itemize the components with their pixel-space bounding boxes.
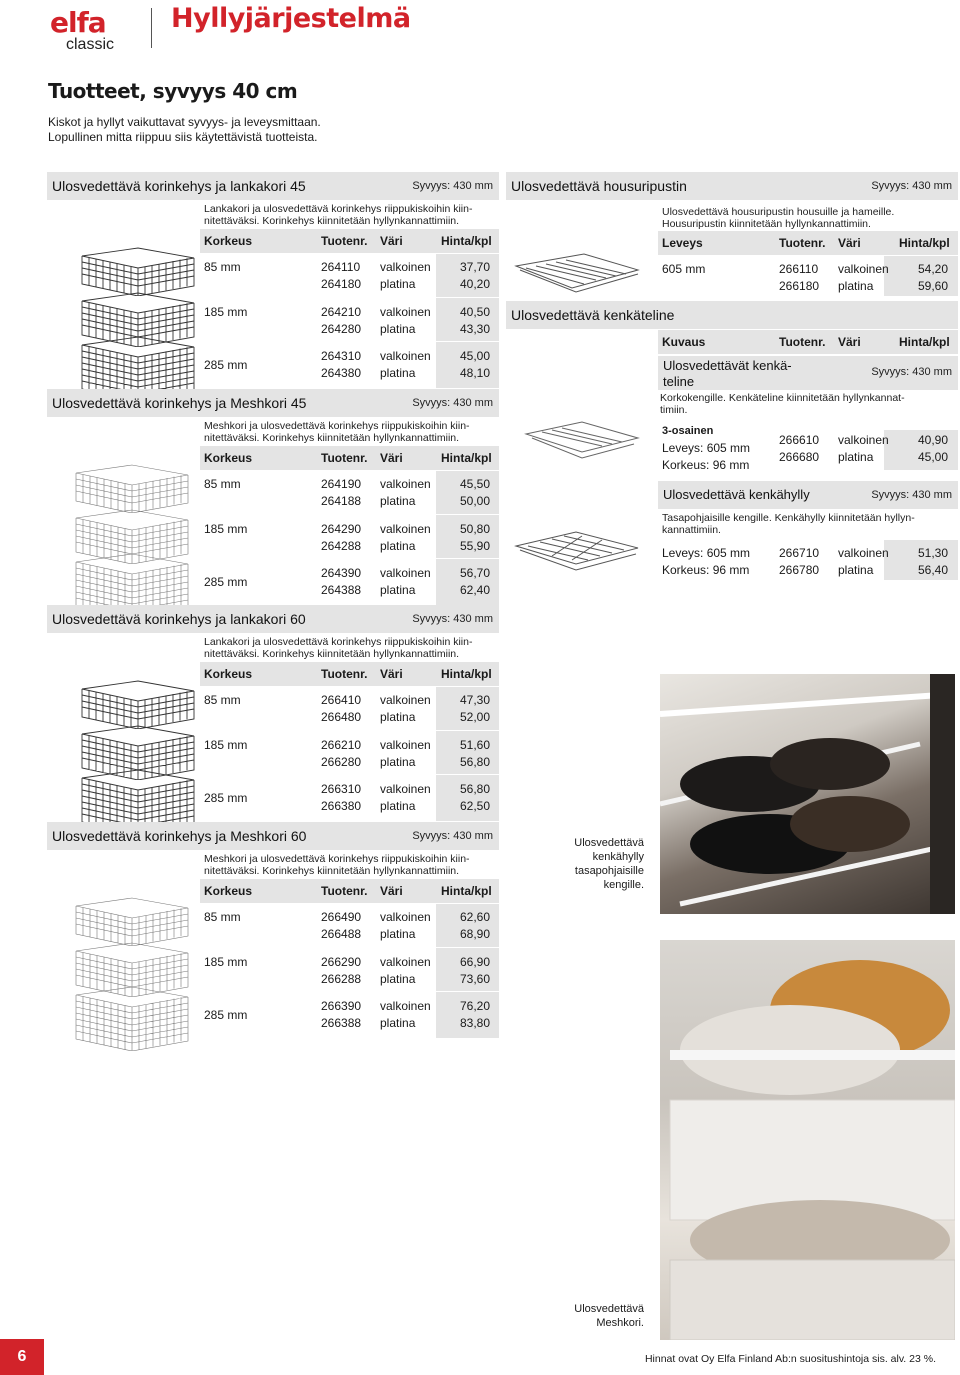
price-cell: 45,50	[459, 477, 490, 491]
col-code: Tuotenr.	[321, 667, 368, 681]
caption-line: kengille.	[603, 879, 644, 891]
section-depth: Syvyys: 430 mm	[871, 366, 952, 378]
color-cell: platina	[380, 927, 416, 941]
color-cell: platina	[380, 322, 416, 336]
subtitle-line: Ulosvedettävät kenkä-	[663, 358, 792, 373]
col-code: Tuotenr.	[779, 236, 826, 250]
row-separator	[436, 297, 499, 298]
color-cell: valkoinen	[380, 477, 431, 491]
desc-line: Lankakori ja ulosvedettävä korinkehys riippukiskoihin kiin-	[204, 636, 473, 648]
code-cell: 264280	[321, 322, 362, 336]
code-cell: 266380	[321, 799, 362, 813]
height-cell: 285 mm	[204, 1008, 248, 1022]
table-header	[658, 231, 958, 255]
height-cell: 85 mm	[204, 910, 241, 924]
code-cell: 266288	[321, 972, 362, 986]
code-cell: 264190	[321, 477, 362, 491]
row-separator	[436, 947, 499, 948]
section-title: Ulosvedettävä korinkehys ja lankakori 60	[52, 611, 306, 627]
desc-line: Meshkori ja ulosvedettävä korinkehys riippukiskoihin kiin-	[204, 420, 470, 432]
code-cell: 264390	[321, 566, 362, 580]
price-cell: 68,90	[459, 927, 490, 941]
caption-line: Ulosvedettävä	[574, 1303, 644, 1315]
col-color: Väri	[838, 335, 861, 349]
color-cell: valkoinen	[380, 910, 431, 924]
col-price: Hinta/kpl	[899, 236, 950, 250]
price-cell: 73,60	[459, 972, 490, 986]
price-cell: 43,30	[459, 322, 490, 336]
photo-shapes	[660, 674, 955, 914]
color-cell: platina	[838, 563, 874, 577]
code-cell: 266410	[321, 693, 362, 707]
code-cell: 266388	[321, 1016, 362, 1030]
price-cell: 76,20	[459, 999, 490, 1013]
section-description	[204, 636, 472, 660]
code-cell: 264380	[321, 366, 362, 380]
height-cell: 285 mm	[204, 358, 248, 372]
price-cell: 54,20	[917, 262, 948, 276]
row-separator	[436, 991, 499, 992]
color-cell: platina	[838, 279, 874, 293]
height-cell: 185 mm	[204, 522, 248, 536]
desc-line: nitettäväksi. Korinkehys kiinnitetään hyllynkannattimiin.	[204, 648, 460, 660]
section-title: Ulosvedettävä kenkäteline	[511, 307, 675, 323]
price-cell: 45,00	[459, 349, 490, 363]
color-cell: platina	[380, 799, 416, 813]
desc-line: Lankakori ja ulosvedettävä korinkehys riippukiskoihin kiin-	[204, 203, 473, 215]
section-bar	[506, 172, 958, 200]
section-bar	[47, 389, 499, 417]
height-cell: 85 mm	[204, 477, 241, 491]
wire-basket-image	[78, 679, 198, 729]
code-cell: 264180	[321, 277, 362, 291]
section-depth: Syvyys: 430 mm	[412, 613, 493, 625]
col-desc: Kuvaus	[662, 335, 706, 349]
code-cell: 266390	[321, 999, 362, 1013]
table-header	[200, 879, 499, 903]
meshkori-image	[72, 463, 192, 513]
section-bar	[47, 172, 499, 200]
section-description	[662, 512, 915, 536]
color-cell: valkoinen	[838, 262, 889, 276]
code-cell: 266290	[321, 955, 362, 969]
color-cell: valkoinen	[380, 999, 431, 1013]
section-title: Ulosvedettävä housuripustin	[511, 178, 687, 194]
photo-shapes	[660, 940, 955, 1340]
section-description	[204, 203, 472, 227]
meshkori-image	[72, 985, 192, 1051]
shoe-shelf-photo	[660, 674, 955, 914]
color-cell: platina	[380, 277, 416, 291]
price-cell: 48,10	[459, 366, 490, 380]
section-description	[662, 206, 894, 230]
intro-line: Kiskot ja hyllyt vaikuttavat syvyys- ja leveysmittaan.	[48, 115, 321, 129]
height-cell: 85 mm	[204, 693, 241, 707]
spec-title: 3-osainen	[662, 425, 714, 437]
price-note: Hinnat ovat Oy Elfa Finland Ab:n suositushintoja sis. alv. 23 %.	[644, 1353, 936, 1365]
desc-line: timiin.	[660, 404, 688, 416]
color-cell: platina	[380, 710, 416, 724]
section-bar	[658, 481, 958, 509]
desc-line: Ulosvedettävä housuripustin housuille ja hameille.	[662, 206, 895, 218]
row-separator	[436, 730, 499, 731]
desc-line: nitettäväksi. Korinkehys kiinnitetään hyllynkannattimiin.	[204, 865, 460, 877]
code-cell: 266280	[321, 755, 362, 769]
color-cell: valkoinen	[380, 305, 431, 319]
price-cell: 66,90	[459, 955, 490, 969]
price-cell: 45,00	[917, 450, 948, 464]
table-header	[200, 662, 499, 686]
price-cell: 52,00	[459, 710, 490, 724]
color-cell: valkoinen	[380, 782, 431, 796]
price-cell: 37,70	[459, 260, 490, 274]
price-cell: 59,60	[917, 279, 948, 293]
code-cell: 264210	[321, 305, 362, 319]
code-cell: 266310	[321, 782, 362, 796]
color-cell: valkoinen	[380, 738, 431, 752]
price-cell: 62,60	[459, 910, 490, 924]
desc-line: Korkokengille. Kenkäteline kiinnitetään hyllynkannat-	[660, 392, 905, 404]
color-cell: valkoinen	[380, 955, 431, 969]
page-title: Tuotteet, syvyys 40 cm	[48, 79, 298, 103]
caption-line: kenkähylly	[592, 851, 644, 863]
section-depth: Syvyys: 430 mm	[871, 489, 952, 501]
header-divider	[151, 8, 152, 48]
price-cell: 51,60	[459, 738, 490, 752]
color-cell: platina	[380, 583, 416, 597]
price-cell: 51,30	[917, 546, 948, 560]
color-cell: valkoinen	[838, 433, 889, 447]
code-cell: 264288	[321, 539, 362, 553]
section-depth: Syvyys: 430 mm	[412, 397, 493, 409]
col-price: Hinta/kpl	[441, 451, 492, 465]
section-description	[204, 420, 470, 444]
col-height: Korkeus	[204, 667, 253, 681]
color-cell: platina	[838, 450, 874, 464]
code-cell: 264110	[321, 260, 361, 274]
row-separator	[436, 774, 499, 775]
desc-line: Tasapohjaisille kengille. Kenkähylly kiinnitetään hyllyn-	[662, 512, 915, 524]
height-cell: 285 mm	[204, 575, 248, 589]
section-bar	[47, 822, 499, 850]
height-cell: 185 mm	[204, 738, 248, 752]
price-cell: 56,80	[459, 782, 490, 796]
height-cell: 285 mm	[204, 791, 248, 805]
shoe-shelf-caption	[540, 836, 644, 892]
color-cell: platina	[380, 366, 416, 380]
col-code: Tuotenr.	[321, 884, 368, 898]
caption-line: Ulosvedettävä	[574, 837, 644, 849]
price-cell: 56,70	[459, 566, 490, 580]
color-cell: platina	[380, 494, 416, 508]
shoe-shelf-image	[512, 526, 642, 576]
color-cell: valkoinen	[380, 693, 431, 707]
row-separator	[436, 341, 499, 342]
meshkori-image	[72, 896, 192, 946]
color-cell: platina	[380, 755, 416, 769]
price-cell: 62,50	[459, 799, 490, 813]
price-cell: 56,40	[917, 563, 948, 577]
logo-brand: elfa	[50, 6, 106, 39]
elfa-logo	[50, 8, 136, 54]
col-price: Hinta/kpl	[441, 884, 492, 898]
col-height: Korkeus	[204, 451, 253, 465]
color-cell: platina	[380, 539, 416, 553]
price-cell: 62,40	[459, 583, 490, 597]
desc-line: Meshkori ja ulosvedettävä korinkehys riippukiskoihin kiin-	[204, 853, 470, 865]
desc-line: nitettäväksi. Korinkehys kiinnitetään hyllynkannattimiin.	[204, 432, 460, 444]
spec-height: Korkeus: 96 mm	[662, 458, 750, 472]
section-title: Ulosvedettävä korinkehys ja Meshkori 45	[52, 395, 307, 411]
subtitle-line: teline	[663, 374, 695, 389]
code-cell: 266780	[779, 563, 820, 577]
code-cell: 266210	[321, 738, 362, 752]
shoe-rack-image	[522, 418, 642, 468]
code-cell: 266488	[321, 927, 362, 941]
section-title: Ulosvedettävä kenkähylly	[663, 487, 810, 502]
col-color: Väri	[380, 234, 403, 248]
price-cell: 40,90	[917, 433, 948, 447]
wire-basket-image	[78, 246, 198, 296]
caption-line: Meshkori.	[596, 1317, 644, 1329]
section-depth: Syvyys: 430 mm	[412, 180, 493, 192]
section-description	[660, 392, 905, 416]
logo-sub: classic	[66, 36, 115, 53]
code-cell: 266180	[779, 279, 820, 293]
color-cell: valkoinen	[838, 546, 889, 560]
row-separator	[436, 514, 499, 515]
height-cell: 185 mm	[204, 955, 248, 969]
color-cell: platina	[380, 1016, 416, 1030]
meshkori-photo	[660, 940, 955, 1340]
col-color: Väri	[380, 667, 403, 681]
width-cell: 605 mm	[662, 262, 706, 276]
spec-height: Korkeus: 96 mm	[662, 563, 750, 577]
spec-width: Leveys: 605 mm	[662, 441, 751, 455]
section-description	[204, 853, 470, 877]
price-cell: 56,80	[459, 755, 490, 769]
col-color: Väri	[380, 884, 403, 898]
section-title: Ulosvedettävä korinkehys ja Meshkori 60	[52, 828, 307, 844]
header-title: Hyllyjärjestelmä	[171, 3, 411, 34]
page-number: 6	[0, 1339, 44, 1375]
color-cell: valkoinen	[380, 349, 431, 363]
subsection-title	[663, 358, 792, 390]
meshkori-caption	[540, 1302, 644, 1330]
col-price: Hinta/kpl	[899, 335, 950, 349]
code-cell: 266480	[321, 710, 362, 724]
desc-line: nitettäväksi. Korinkehys kiinnitetään hyllynkannattimiin.	[204, 215, 460, 227]
caption-line: tasapohjaisille	[574, 865, 644, 877]
height-cell: 85 mm	[204, 260, 241, 274]
code-cell: 264310	[321, 349, 362, 363]
code-cell: 266110	[779, 262, 819, 276]
col-code: Tuotenr.	[321, 451, 368, 465]
price-cell: 47,30	[459, 693, 490, 707]
section-title: Ulosvedettävä korinkehys ja lankakori 45	[52, 178, 306, 194]
col-price: Hinta/kpl	[441, 667, 492, 681]
col-height: Korkeus	[204, 884, 253, 898]
table-header	[200, 446, 499, 470]
table-header	[200, 229, 499, 253]
price-cell: 55,90	[459, 539, 490, 553]
code-cell: 264290	[321, 522, 362, 536]
section-depth: Syvyys: 430 mm	[412, 830, 493, 842]
color-cell: valkoinen	[380, 566, 431, 580]
section-bar	[47, 605, 499, 633]
price-cell: 40,50	[459, 305, 490, 319]
price-cell: 40,20	[459, 277, 490, 291]
code-cell: 266680	[779, 450, 820, 464]
code-cell: 266710	[779, 546, 820, 560]
col-width: Leveys	[662, 236, 703, 250]
col-color: Väri	[380, 451, 403, 465]
table-header	[658, 330, 958, 354]
intro-line: Lopullinen mitta riippuu siis käytettävistä tuotteista.	[48, 130, 318, 144]
price-cell: 50,00	[459, 494, 490, 508]
desc-line: Housuripustin kiinnitetään hyllynkannattimiin.	[662, 218, 871, 230]
intro-text	[48, 115, 468, 145]
code-cell: 264188	[321, 494, 362, 508]
desc-line: kannattimiin.	[662, 524, 721, 536]
section-bar	[506, 301, 958, 329]
trouser-hanger-image	[512, 248, 642, 298]
price-cell: 83,80	[459, 1016, 490, 1030]
height-cell: 185 mm	[204, 305, 248, 319]
color-cell: valkoinen	[380, 260, 431, 274]
code-cell: 266490	[321, 910, 362, 924]
col-color: Väri	[838, 236, 861, 250]
price-cell: 50,80	[459, 522, 490, 536]
code-cell: 264388	[321, 583, 362, 597]
subsection-bar	[658, 356, 958, 390]
code-cell: 266610	[779, 433, 820, 447]
color-cell: platina	[380, 972, 416, 986]
col-code: Tuotenr.	[321, 234, 368, 248]
col-price: Hinta/kpl	[441, 234, 492, 248]
section-depth: Syvyys: 430 mm	[871, 180, 952, 192]
row-separator	[436, 558, 499, 559]
col-code: Tuotenr.	[779, 335, 826, 349]
color-cell: valkoinen	[380, 522, 431, 536]
spec-width: Leveys: 605 mm	[662, 546, 751, 560]
col-height: Korkeus	[204, 234, 253, 248]
